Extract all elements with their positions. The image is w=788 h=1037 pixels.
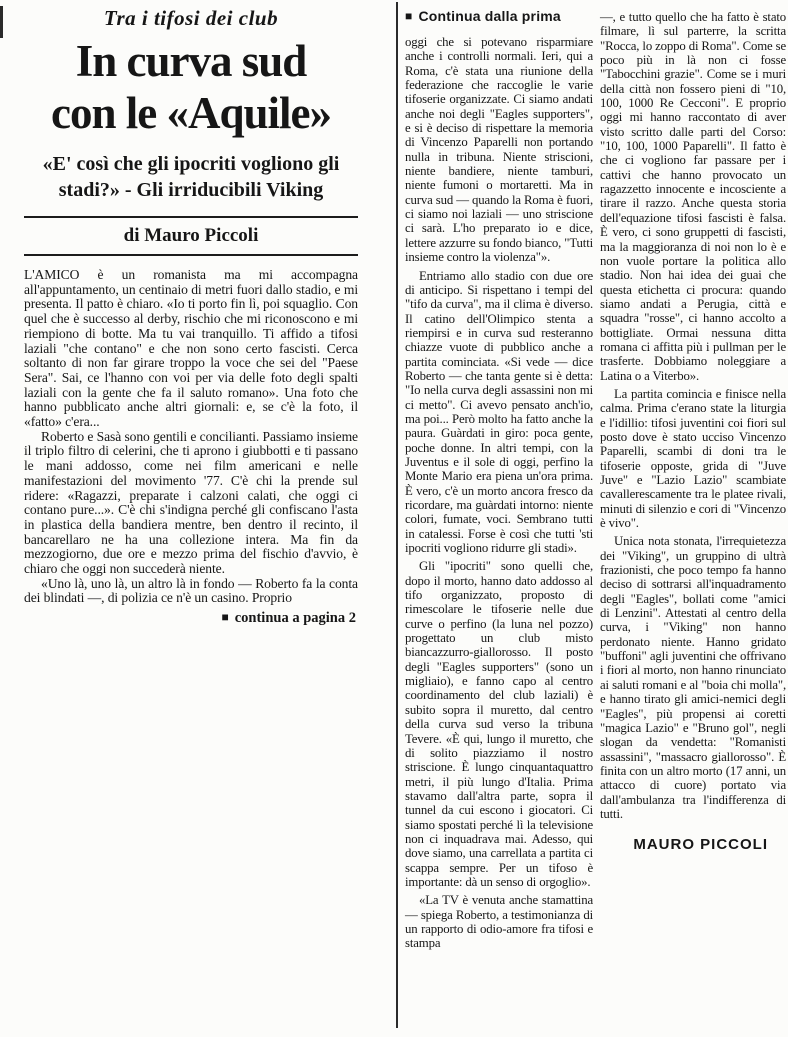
continued-from-front-header xyxy=(405,8,593,24)
paragraph: Roberto e Sasà sono gentili e concilianti. Passiamo insieme il triplo filtro di celerini, che ti aprono i giubbotti e ti passano le mani addosso, come nei film americani e nelle manifestazioni del movimento '77. C'è chi la prende sul ridere: «Ragazzi, preparate i calzoni calati, che oggi ci contano pure...». C'è chi s'indigna perché gli confiscano l'asta in plastica della bandiera mentre, ben dentro il recinto, il bancarellaro ne ha una collezione intera. Ma fin da mezzogiorno, due ore e mezzo prima del fischio d'avvio, è chiaro che oggi non succederà niente. xyxy=(24,428,358,577)
article-second-column xyxy=(405,4,593,951)
headline-line-1: In curva sud xyxy=(75,36,307,86)
paragraph: L'AMICO è un romanista ma mi accompagna all'appuntamento, un centinaio di metri fuori dallo stadio, e mi presenta. Il patto è chiaro. «Io ti porto fin lì, poi squaglio. Con quel che è successo al derby, rischio che mi riconoscono e mi riempiono di botte. Ma tu vai tranquillo. Ti affido a tifosi laziali "che contano" e che non sono certo fascisti. Cerca soltanto di non far girare troppo la voce che sei del "Paese Sera". Sai, ce l'hanno con voi per via delle foto degli spalti laziali con la gente che fa il saluto romano». Una foto che hanno pubblicato anche altri giornali: e, se c'è la foto, il «fatto» c'era... xyxy=(24,267,358,430)
paragraph: «Uno là, uno là, un altro là in fondo — Roberto fa la conta dei blindati —, di polizia ce n'è un casino. Proprio xyxy=(24,575,358,606)
continues-on-page-2-marker xyxy=(24,610,358,627)
continued-from-front-label: Continua dalla prima xyxy=(418,8,561,24)
first-column-body xyxy=(24,268,358,606)
kicker: Tra i tifosi dei club xyxy=(103,6,279,30)
byline: di Mauro Piccoli xyxy=(123,225,259,246)
continues-label: continua a pagina 2 xyxy=(234,610,356,627)
paragraph: Entriamo allo stadio con due ore di anticipo. Si rispettano i tempi del "tifo da curva", ma il clima è diverso. Il catino dell'Olimpico stenta a riempirsi e in curva sud resteranno chiazze vuote di pubblico anche a partita cominciata. «Si vede — dice Roberto — che tanta gente si è detta: "Io nella curva degli assassini non mi ci metto". Ci avevo pensato anch'io, ma poi... Però molto ha fatto anche la paura. Guàrdati in giro: poca gente, poche donne. In altri tempi, con la Juventus e il sole di oggi, perfino la Monte Mario era piena un'ora prima. È vero, c'è un morto ancora fresco da ricordare, ma guàrdati intorno: niente colori, fumate, voci. Sembrano tutti in catalessi. Forse è così che tutti 'sti ipocriti vogliono ridurre gli stadi». xyxy=(405,268,593,556)
column-divider-rule xyxy=(396,2,398,1028)
scan-edge-artifact xyxy=(0,6,3,38)
paragraph: Unica nota stonata, l'irrequietezza dei "Viking", un gruppino di ultrà frazionisti, che poco tempo fa hanno deciso di sottrarsi all'inquadramento degli "Eagles", bollati come "amici di Lenzini". Attestati al centro della curva, i "Viking" non hanno perdonato niente. Hanno gridato "buffoni" agli juventini che offrivano i fiori al morto, non hanno rinunciato ai saluti romani e al "boia chi molla", e hanno tirato gli amici-nemici degli "Eagles", più propensi ai coretti "magica Lazio" e "Bruno gol", negli slogan da vendetta: "Romanisti assassini", "massacro giallorosso". È finita con un altro morto (17 anni, un attacco di cuore) portato via dall'ambulanza tra l'indifferenza di tutti. xyxy=(600,534,786,821)
paragraph: La partita comincia e finisce nella calma. Prima c'erano state la liturgia e l'idillio: tifosi juventini coi fiori sul posto dove è stato ucciso Vincenzo Paparelli, scambi di doni tra le tifoserie opposte, grida di "Juve Juve" e "Lazio Lazio" scambiate cavallerescamente tra le platee rivali, minuti di silenzio e cori di "Vincenzo è vivo". xyxy=(600,386,786,531)
author-signature: MAURO PICCOLI xyxy=(633,836,768,854)
second-column-body xyxy=(405,35,593,951)
rule-below-byline xyxy=(24,254,358,256)
article-third-column xyxy=(600,2,786,853)
article-subtitle: «E' così che gli ipocriti vogliono gli stadi?» - Gli irriducibili Viking xyxy=(42,153,340,201)
third-column-body xyxy=(600,10,786,821)
headline-line-2: con le «Aquile» xyxy=(50,88,331,138)
article-first-column xyxy=(24,6,358,627)
paragraph: —, e tutto quello che ha fatto è stato filmare, lì sul parterre, la scritta "Rocca, lo zoppo di Roma". Come se poco più in là non ci fosse "Tabocchini grazie". Come se i muri della città non fossero pieni di "10, 100, 1000 Re Cecconi". E proprio oggi mi hanno raccontato di aver visto scritto dalle parti del Corso: "10, 100, 1000 Paparelli". Il fatto è che ci vogliono far passare per i cattivi che hanno provocato un ragazzetto innocente e incosciente a tirare il razzo. Anche questa storia dell'equazione tifosi fascisti è falsa. È vero, ci sono gruppetti di fascisti, ma la maggioranza di noi non lo è e non vuole portare la politica allo stadio. Non hai idea dei guai che questa etichetta ci procura: quando siamo andati a Perugia, città e squadra "rosse", ci hanno accolto a bottigliate. Ormai nessuna ditta romana ci affitta più i pullman per le trasferte. Dobbiamo noleggiare a Latina o a Viterbo». xyxy=(600,10,786,383)
paragraph: Gli "ipocriti" sono quelli che, dopo il morto, hanno dato addosso al tifo organizzato, proposto di rimescolare le tifoserie nelle due curve o perfino (la luna nel pozzo) progettato un club misto biancazzurro-giallorosso. Il posto degli "Eagles supporters" (sono un migliaio), e fanno capo al centro coordinamento del club laziali) è subito sopra il muretto, dal centro della curva sud verso la tribuna Tevere. «È qui, lungo il muretto, che di solito piazziamo il nostro striscione. È lungo cinquantaquattro metri, il più lungo d'Italia. Prima stavamo dall'altra parte, sopra il tunnel da cui escono i giocatori. Ci siamo spostati perché lì la televisione non ci inquadrava mai. Adesso, qui dove siamo, una carrellata a partita ci scappa sempre. Per un tifoso è importante: dà un senso di orgoglio». xyxy=(405,559,593,889)
paragraph: oggi che si potevano risparmiare anche i controlli normali. Ieri, qui a Roma, c'è stata una riunione della federazione che raccoglie le varie tifoserie organizzate. Ci siamo andati anche noi degli "Eagles supporters", e si è deciso di rispettare la memoria di Vincenzo Paparelli non portando nulla in tribuna. Niente striscioni, niente bandiere, niente tamburi, niente fumoni o mortaretti. Ma in curva sud — quando la Roma è fuori, ci siamo noi laziali — uno striscione ci sarà. L'ho preparato io e dice, lettere azzurre su fondo bianco, "Tutti insieme contro la violenza"». xyxy=(405,35,593,265)
square-bullet-icon: ■ xyxy=(221,610,229,625)
rule-above-byline xyxy=(24,216,358,218)
square-bullet-icon: ■ xyxy=(405,9,413,23)
paragraph: «La TV è venuta anche stamattina — spiega Roberto, a testimonianza di un rapporto di odio-amore fra tifosi e stampa xyxy=(405,893,593,951)
article-headline xyxy=(24,35,358,139)
